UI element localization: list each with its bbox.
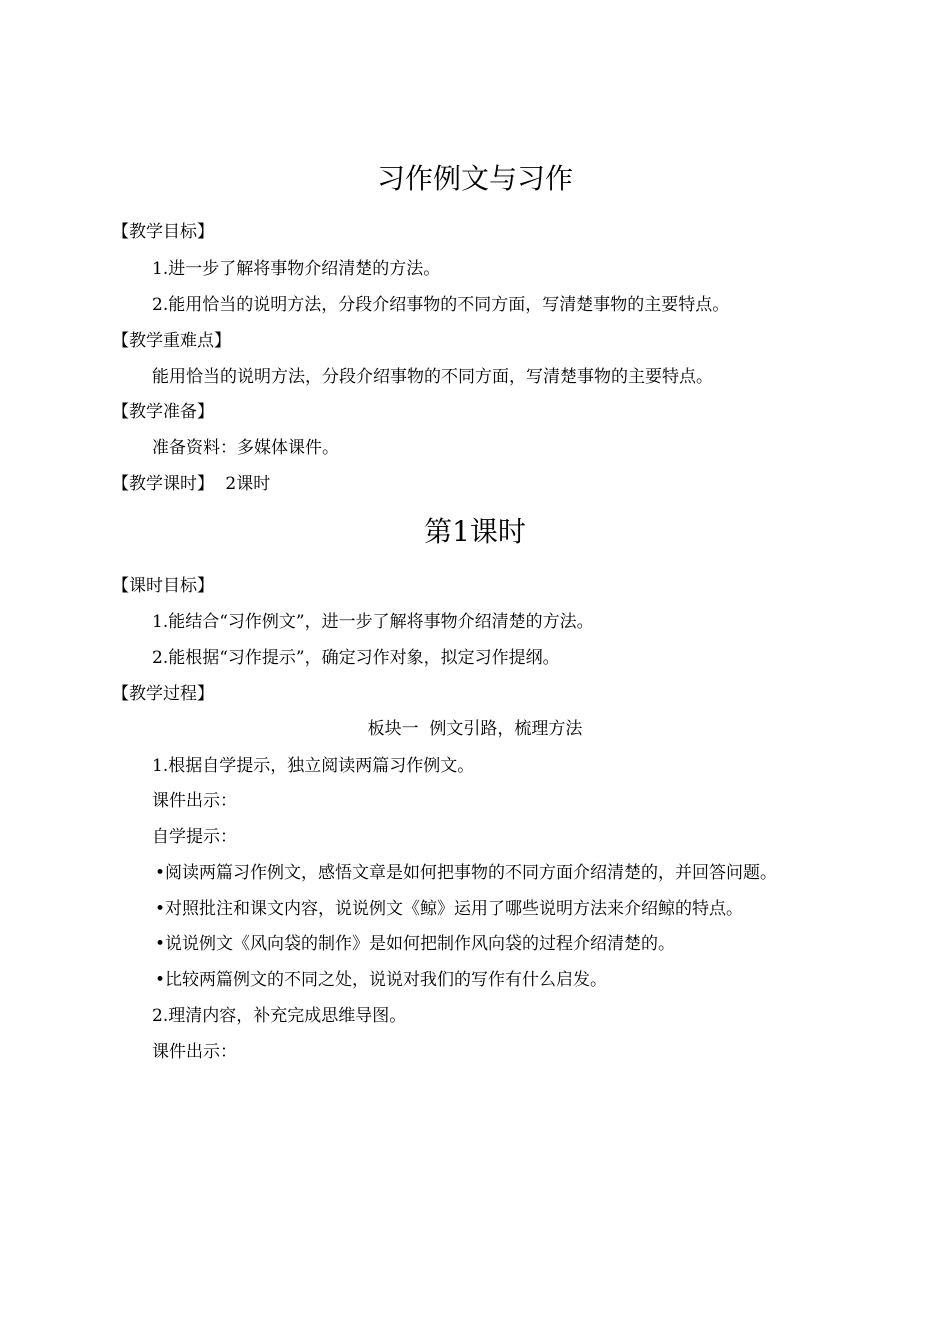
courseware-label-2: 课件出示： [152, 1042, 237, 1062]
block1-title: 板块一 例文引路，梳理方法 [367, 719, 583, 739]
bullet-item: •阅读两篇习作例文，感悟文章是如何把事物的不同方面介绍清楚的，并回答问题。 [155, 863, 778, 883]
document-title: 习作例文与习作 [376, 162, 573, 195]
preparation-text: 准备资料：多媒体课件。 [152, 438, 339, 458]
step-1: 1.根据自学提示，独立阅读两篇习作例文。 [152, 756, 475, 776]
lesson-goal-1: 1.能结合“习作例文”，进一步了解将事物介绍清楚的方法。 [152, 612, 594, 632]
lesson-goal-2: 2.能根据“习作提示”，确定习作对象，拟定习作提纲。 [152, 648, 560, 668]
courseware-label: 课件出示： [152, 791, 237, 811]
bullet-item: •说说例文《风向袋的制作》是如何把制作风向袋的过程介绍清楚的。 [155, 934, 676, 954]
class-hours-line [112, 473, 270, 495]
objective-item-2: 2.能用恰当的说明方法，分段介绍事物的不同方面，写清楚事物的主要特点。 [152, 295, 730, 315]
class-hours-value: 2课时 [225, 474, 271, 494]
objectives-heading: 【教学目标】 [112, 222, 214, 242]
class-hours-heading: 【教学课时】 [112, 474, 214, 494]
bullet-item: •比较两篇例文的不同之处，说说对我们的写作有什么启发。 [155, 970, 608, 990]
key-points-text: 能用恰当的说明方法，分段介绍事物的不同方面，写清楚事物的主要特点。 [152, 367, 713, 387]
step-2: 2.理清内容，补充完成思维导图。 [152, 1006, 407, 1026]
lesson-title: 第1课时 [424, 515, 526, 548]
key-points-heading: 【教学重难点】 [112, 331, 231, 351]
self-study-label: 自学提示： [152, 827, 237, 847]
process-heading: 【教学过程】 [112, 684, 214, 704]
lesson-goals-heading: 【课时目标】 [112, 576, 214, 596]
objective-item-1: 1.进一步了解将事物介绍清楚的方法。 [152, 259, 441, 279]
bullet-item: •对照批注和课文内容，说说例文《鲸》运用了哪些说明方法来介绍鲸的特点。 [155, 899, 744, 919]
preparation-heading: 【教学准备】 [112, 402, 214, 422]
